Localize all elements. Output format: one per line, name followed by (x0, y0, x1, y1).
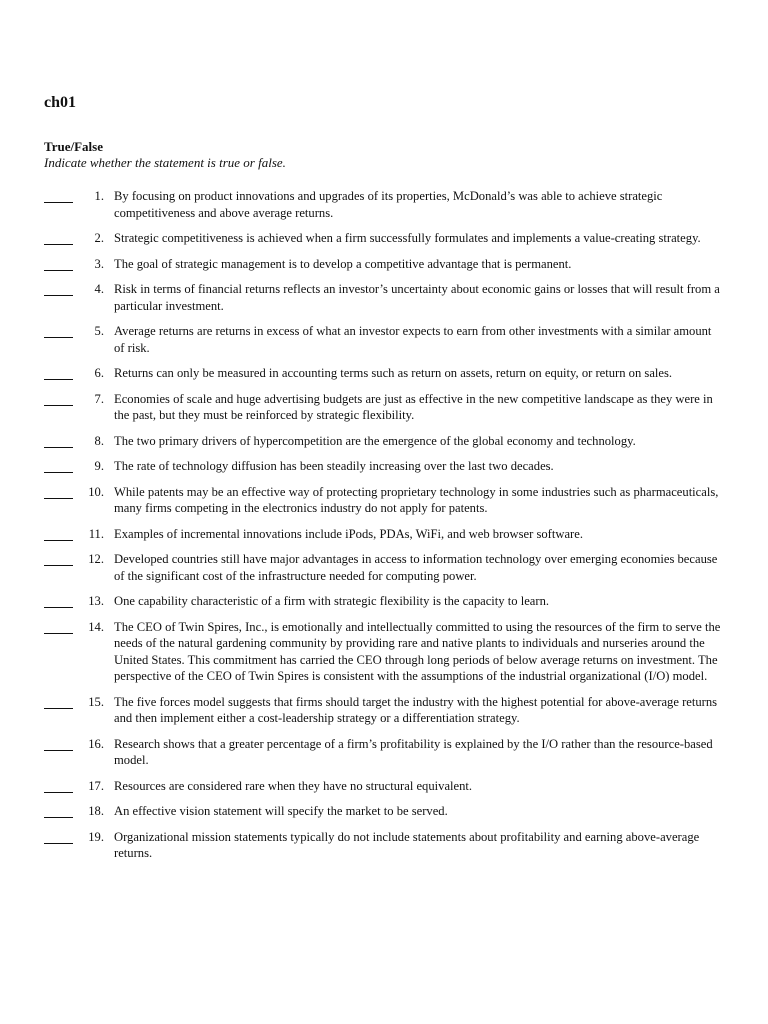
instructions: Indicate whether the statement is true or false. (44, 155, 286, 170)
question-text: Organizational mission statements typically do not include statements about profitability and earning above-average returns. (114, 829, 700, 860)
answer-blank[interactable] (44, 324, 73, 338)
answer-blank[interactable] (44, 189, 73, 203)
question-item (44, 188, 724, 221)
question-number: 9. (94, 459, 104, 473)
question-text: The five forces model suggests that firms should target the industry with the highest potential for above-average returns and then implement either a cost-leadership strategy or a differentiation strategy. (114, 694, 718, 725)
question-list (44, 188, 724, 871)
question-number: 8. (94, 433, 104, 448)
question-number: 11. (88, 526, 104, 541)
question-text: The rate of technology diffusion has been steadily increasing over the last two decades. (114, 459, 554, 473)
question-text: Strategic competitiveness is achieved when a firm successfully formulates and implements a value-creating strategy. (114, 231, 701, 245)
question-item (44, 593, 724, 610)
question-item (44, 829, 724, 862)
answer-blank[interactable] (44, 620, 73, 634)
answer-blank[interactable] (44, 594, 73, 608)
question-text: Research shows that a greater percentage of a firm’s profitability is explained by the I/O rather than the resource-based model. (114, 736, 713, 767)
question-item (44, 803, 724, 820)
question-item (44, 256, 724, 273)
answer-blank[interactable] (44, 231, 73, 245)
question-number: 7. (94, 391, 104, 406)
question-item (44, 281, 724, 314)
question-number: 14. (88, 619, 104, 634)
question-text: The CEO of Twin Spires, Inc., is emotionally and intellectually committed to using the resources of the firm to serve the needs of the natural gardening community by providing rare and native plants to individuals and nurseries around the United States. This commitment has carried the CEO through long periods of below average returns on investment. The perspective of the CEO of Twin Spires is consistent with the assumptions of the industrial organizational (I/O) model. (114, 619, 721, 683)
question-item (44, 736, 724, 769)
question-text: By focusing on product innovations and upgrades of its properties, McDonald’s was able to achieve strategic competitiveness and above average returns. (114, 189, 663, 220)
question-item (44, 619, 724, 685)
question-text: The two primary drivers of hypercompetition are the emergence of the global economy and technology. (114, 433, 636, 448)
question-item (44, 365, 724, 382)
answer-blank[interactable] (44, 434, 73, 448)
question-number: 1. (94, 189, 104, 203)
question-number: 17. (88, 778, 104, 793)
question-text: Resources are considered rare when they have no structural equivalent. (114, 778, 473, 793)
question-number: 15. (88, 694, 104, 709)
question-item (44, 778, 724, 795)
question-number: 19. (88, 829, 104, 844)
question-text: Developed countries still have major advantages in access to information technology over emerging economies because of the significant cost of the infrastructure needed for computing power. (114, 552, 718, 583)
answer-blank[interactable] (44, 485, 73, 499)
question-number: 5. (94, 324, 104, 338)
question-number: 2. (94, 231, 104, 245)
answer-blank[interactable] (44, 737, 73, 751)
question-number: 3. (94, 256, 104, 271)
answer-blank[interactable] (44, 366, 73, 380)
answer-blank[interactable] (44, 830, 73, 844)
question-item (44, 484, 724, 517)
question-item (44, 433, 724, 450)
question-text: One capability characteristic of a firm with strategic flexibility is the capacity to learn. (114, 594, 550, 608)
document-title: ch01 (44, 94, 76, 111)
question-item (44, 458, 724, 475)
question-number: 12. (88, 552, 104, 566)
answer-blank[interactable] (44, 695, 73, 709)
question-number: 16. (88, 736, 104, 751)
question-text: Risk in terms of financial returns reflects an investor’s uncertainty about economic gains or losses that will result from a particular investment. (114, 282, 720, 313)
answer-blank[interactable] (44, 459, 73, 473)
question-number: 6. (94, 366, 104, 380)
answer-blank[interactable] (44, 282, 73, 296)
question-text: The goal of strategic management is to develop a competitive advantage that is permanent. (114, 256, 572, 271)
question-item (44, 526, 724, 543)
question-text: Economies of scale and huge advertising budgets are just as effective in the new competitive landscape as they were in the past, but they must be reinforced by strategic flexibility. (114, 391, 713, 422)
answer-blank[interactable] (44, 804, 73, 818)
question-item (44, 230, 724, 247)
section-heading: True/False (44, 139, 103, 154)
answer-blank[interactable] (44, 552, 73, 566)
question-number: 18. (88, 804, 104, 818)
answer-blank[interactable] (44, 257, 73, 271)
question-item (44, 323, 724, 356)
question-text: An effective vision statement will specify the market to be served. (114, 804, 448, 818)
question-number: 13. (88, 594, 104, 608)
question-number: 4. (94, 282, 104, 296)
question-text: While patents may be an effective way of protecting proprietary technology in some industries such as pharmaceuticals, many firms competing in the electronics industry do not apply for patents. (114, 484, 719, 515)
question-item (44, 391, 724, 424)
answer-blank[interactable] (44, 527, 73, 541)
question-item (44, 694, 724, 727)
question-text: Returns can only be measured in accounting terms such as return on assets, return on equity, or return on sales. (114, 366, 673, 380)
question-text: Examples of incremental innovations include iPods, PDAs, WiFi, and web browser software. (114, 526, 583, 541)
answer-blank[interactable] (44, 779, 73, 793)
question-number: 10. (88, 484, 104, 499)
question-item (44, 551, 724, 584)
answer-blank[interactable] (44, 392, 73, 406)
question-text: Average returns are returns in excess of what an investor expects to earn from other investments with a similar amount of risk. (114, 324, 712, 355)
